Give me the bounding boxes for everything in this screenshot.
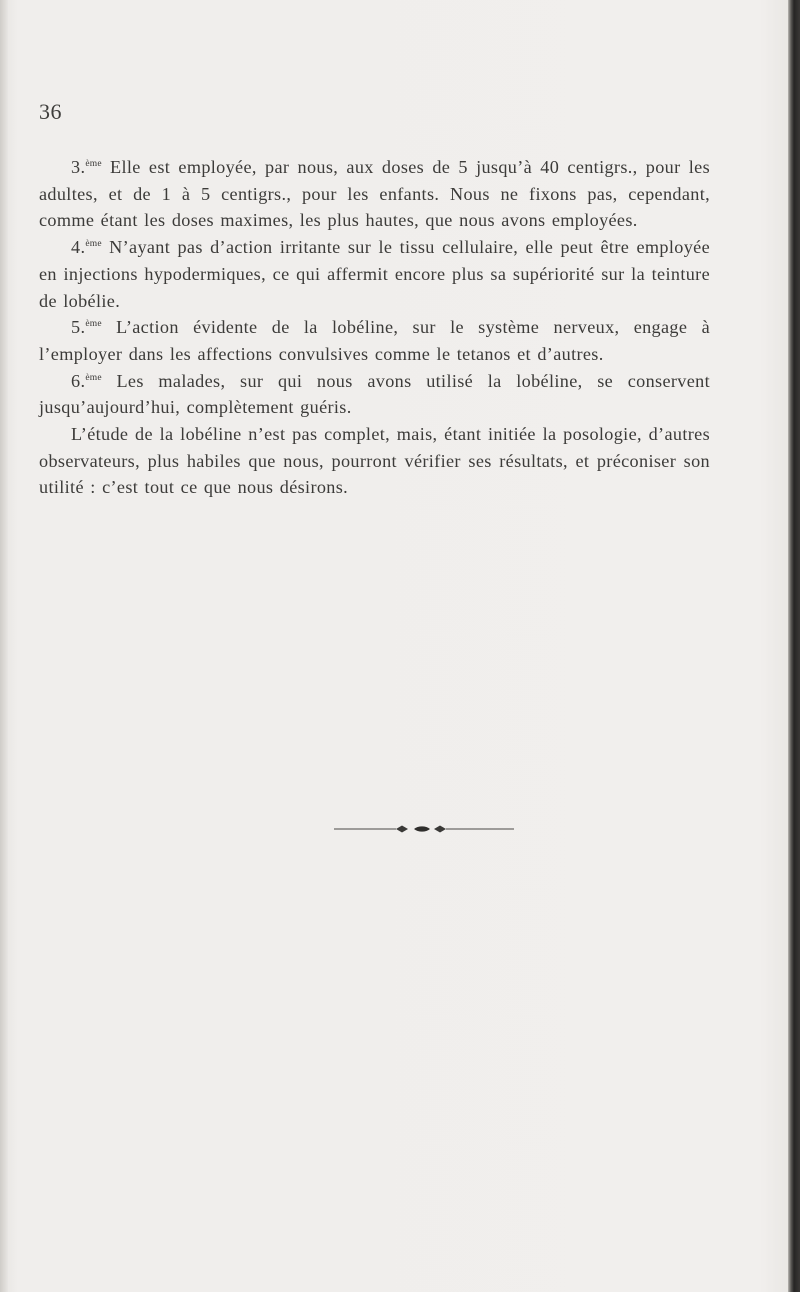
divider-diamond-right [434,826,446,833]
ornamental-divider [334,822,514,836]
page-number: 36 [39,99,62,124]
paragraph-text: L’action évidente de la lobéline, sur le système nerveux, engage à l’employer dans les affections convulsives comme le tetanos et d’autres. [39,317,710,364]
paragraph-number: 3. [71,157,86,177]
body-text [39,154,710,501]
ordinal-suffix: ème [85,319,102,330]
numbered-paragraph-3 [39,154,710,234]
paragraph-text: N’ayant pas d’action irritante sur le tissu cellulaire, elle peut être employée en injections hypodermiques, ce qui affermit encore plus sa supériorité sur la teinture de lobélie. [39,237,710,311]
paragraph-number: 6. [71,370,86,391]
closing-paragraph: L’étude de la lobéline n’est pas complet, mais, étant initiée la posologie, d’autres observateurs, plus habiles que nous, pourront vérifier ses résultats, et préconiser son utilité : c’est tout ce que nous désirons. [39,424,710,498]
paragraph-number: 4. [71,237,86,258]
paragraph-text: Elle est employée, par nous, aux doses de 5 jusqu’à 40 centigrs., pour les adultes, et de 1 à 5 centigrs., pour les enfants. Nous ne fixons pas, cependant, comme étant les doses maximes, les plus hautes, que nous avons employées. [39,157,710,231]
numbered-paragraph-6 [39,368,710,421]
divider-diamond-left [396,826,408,833]
paragraph-text: Les malades, sur qui nous avons utilisé la lobéline, se conservent jusqu’aujourd’hui, complètement guéris. [39,370,710,418]
page-left-edge [0,0,8,1292]
page-binding-edge [788,0,800,1292]
numbered-paragraph-5 [39,314,710,367]
paragraph-number: 5. [71,317,86,338]
numbered-paragraph-4 [39,234,710,314]
ordinal-suffix: ème [85,372,102,383]
ordinal-suffix: ème [85,159,102,169]
ordinal-suffix: ème [85,239,102,250]
divider-oval-center [414,826,430,831]
